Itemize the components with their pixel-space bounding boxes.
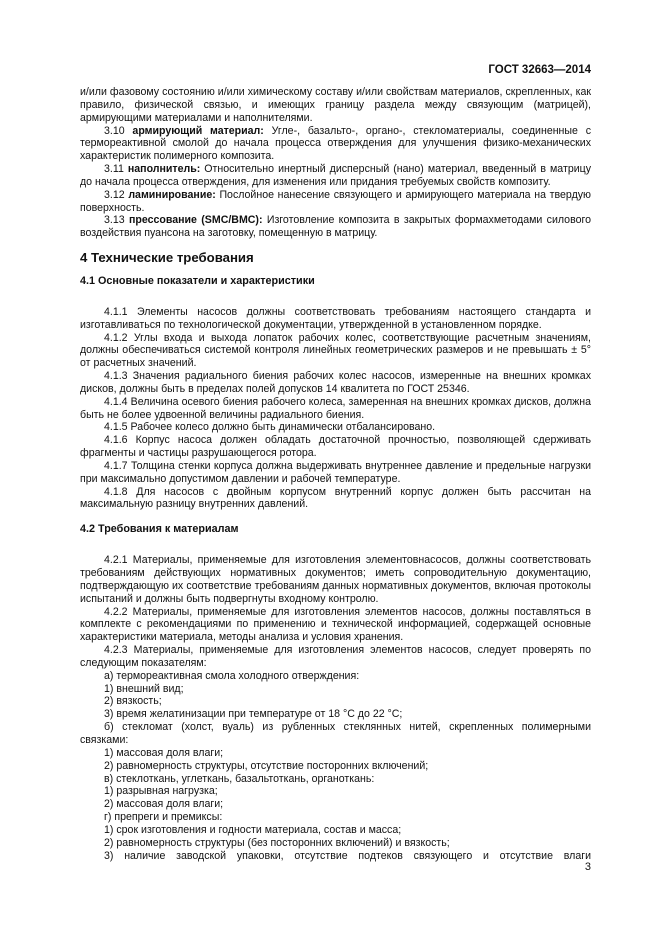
- standard-header: ГОСТ 32663—2014: [488, 64, 591, 76]
- def-term: прессование (SMC/BMC):: [128, 214, 263, 227]
- list-item: б) стекломат (холст, вуаль) из рубленных стеклянных нитей, скрепленных полимерными связками:: [80, 721, 591, 746]
- subsection-4-1-title: 4.1 Основные показатели и характеристики: [80, 274, 315, 287]
- section-4-title: 4 Технические требования: [80, 250, 254, 266]
- list-item: а) термореактивная смола холодного отверждения:: [104, 669, 360, 682]
- paragraph-4-1-5: 4.1.5 Рабочее колесо должно быть динамически отбалансировано.: [104, 421, 436, 434]
- paragraph-4-1-2: 4.1.2 Углы входа и выхода лопаток рабочих колес, соответствующие расчетным значениям, должны обеспечиваться системой контроля линейных геометрических размеров и не превышать ± 5° от расчетных значений.: [80, 331, 591, 370]
- continued-paragraph: и/или фазовому состоянию и/или химическому составу и/или свойствам материалов, скрепленных, как правило, физической связью, и имеющих границу раздела между связующим (матрицей), армирующими материалами и наполнителями.: [80, 86, 591, 124]
- paragraph-4-1-7: 4.1.7 Толщина стенки корпуса должна выдерживать внутреннее давление и предельные нагрузки при максимально допустимом давлении и рабочей температуре.: [80, 459, 591, 485]
- paragraph-4-2-3: 4.2.3 Материалы, применяемые для изготовления элементов насосов, следует проверять по следующим показателям:: [80, 644, 591, 669]
- paragraph-4-1-3: 4.1.3 Значения радиального биения рабочих колес насосов, измеренные на внешних кромках дисков, должны быть в пределах полей допусков 14 квалитета по ГОСТ 25346.: [80, 370, 591, 395]
- list-item: в) стеклоткань, углеткань, базальтоткань, органоткань:: [104, 772, 375, 785]
- definition-3-11: [80, 163, 591, 189]
- list-item: 2) равномерность структуры (без посторонних включений) и вязкость;: [104, 836, 450, 849]
- paragraph-4-1-1: 4.1.1 Элементы насосов должны соответствовать требованиям настоящего стандарта и изготавливаться по технологической документации, утвержденной в установленном порядке.: [80, 305, 591, 331]
- subsection-4-2-title: 4.2 Требования к материалам: [80, 523, 239, 536]
- page-content: [80, 86, 591, 862]
- list-item: 1) внешний вид;: [104, 682, 184, 695]
- list-item: 1) массовая доля влаги;: [104, 746, 224, 759]
- definition-3-12: [80, 189, 591, 215]
- def-term: армирующий материал:: [132, 124, 264, 137]
- paragraph-4-1-8: 4.1.8 Для насосов с двойным корпусом внутренний корпус должен быть рассчитан на максимальную разницу внутренних давлений.: [80, 485, 591, 511]
- list-item: 3) время желатинизации при температуре от 18 °С до 22 °С;: [104, 708, 403, 721]
- paragraph-4-2-1: 4.2.1 Материалы, применяемые для изготовления элементовнасосов, должны соответствовать требованиям действующих нормативных документов; иметь сопроводительную документацию, подтверждающую их соответствие требованиям данных нормативных документов, включая протоколы испытаний и должны быть подвергнуты входному контролю.: [80, 554, 591, 605]
- def-number: 3.12: [104, 188, 125, 201]
- list-item: 2) массовая доля влаги;: [104, 798, 224, 811]
- definition-3-13: [80, 214, 591, 240]
- def-text: Изготовление композита в закрытых формахметодами силового воздействия пуансона на заготовку, помещенную в матрицу.: [80, 214, 591, 240]
- def-number: 3.13: [104, 214, 125, 227]
- list-item: 1) срок изготовления и годности материала, состав и масса;: [104, 823, 402, 836]
- def-number: 3.11: [104, 163, 124, 176]
- list-item: 1) разрывная нагрузка;: [104, 785, 218, 798]
- def-term: ламинирование:: [128, 188, 216, 201]
- list-item: 3) наличие заводской упаковки, отсутствие подтеков связующего и отсутствие влаги: [104, 849, 591, 862]
- paragraph-4-1-4: 4.1.4 Величина осевого биения рабочего колеса, замеренная на внешних кромках дисков, должна быть не более удвоенной величины радиального биения.: [80, 395, 591, 421]
- definition-3-10: [80, 125, 591, 164]
- def-text: Относительно инертный дисперсный (нано) материал, введенный в матрицу до начала процесса отверждения, для изменения или придания требуемых свойств композиту.: [80, 163, 591, 188]
- def-text: Угле-, базальто-, органо-, стекломатериалы, соединенные с термореактивной смолой до начала процесса отверждения для улучшения физико-механических характеристик полимерного композита.: [80, 124, 591, 163]
- list-item: 2) равномерность структуры, отсутствие посторонних включений;: [104, 759, 429, 772]
- list-item: г) препреги и премиксы:: [104, 811, 223, 824]
- page-number: 3: [584, 861, 591, 873]
- def-number: 3.10: [104, 124, 125, 137]
- paragraph-4-1-6: 4.1.6 Корпус насоса должен обладать достаточной прочностью, позволяющей сдерживать фрагменты и частицы разрушающегося ротора.: [80, 434, 591, 460]
- def-term: наполнитель:: [127, 163, 201, 176]
- list-item: 2) вязкость;: [104, 695, 162, 708]
- def-text: Послойное нанесение связующего и армирующего материала на твердую поверхность.: [80, 188, 592, 214]
- paragraph-4-2-2: 4.2.2 Материалы, применяемые для изготовления элементов насосов, должны поставляться в комплекте с рекомендациями по применению и технической информацией, содержащей основные характеристики материала, методы анализа и условия хранения.: [80, 605, 591, 644]
